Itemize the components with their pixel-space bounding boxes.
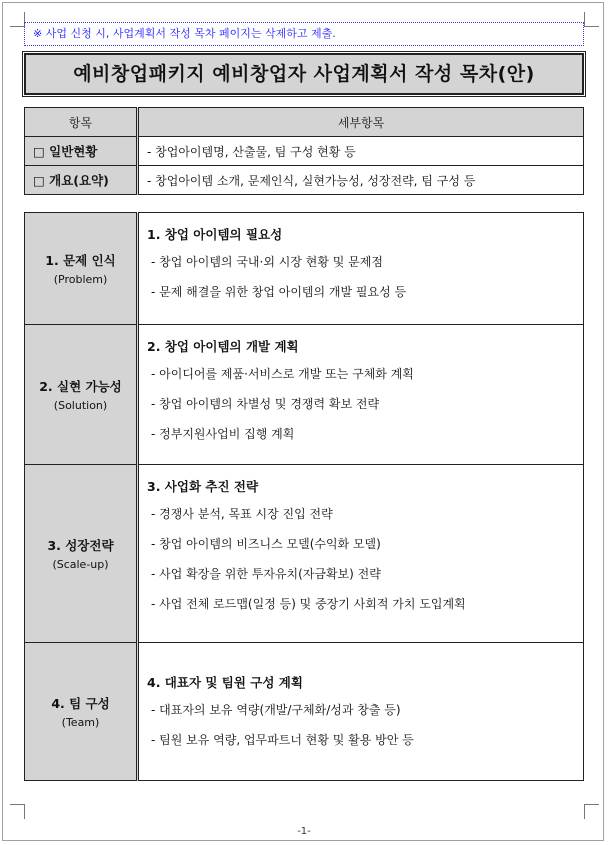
deletion-notice: ※ 사업 신청 시, 사업계획서 작성 목차 페이지는 삭제하고 제출.: [24, 22, 584, 46]
section-item: - 아이디어를 제품·서비스로 개발 또는 구체화 계획: [151, 367, 414, 381]
section-body: [138, 213, 584, 325]
section-title: 2. 실현 가능성: [39, 379, 122, 394]
section-item: - 사업 확장을 위한 투자유치(자금확보) 전략: [151, 567, 381, 581]
section-item: - 문제 해결을 위한 창업 아이템의 개발 필요성 등: [151, 285, 407, 299]
section-label: [25, 325, 138, 465]
crop-mark-bottom-left: [10, 804, 25, 819]
section-heading: 4. 대표자 및 팀원 구성 계획: [147, 675, 303, 690]
header-detail: 세부항목: [138, 108, 584, 137]
section-item: - 팀원 보유 역량, 업무파트너 현황 및 활용 방안 등: [151, 733, 414, 747]
section-english: (Problem): [53, 273, 108, 286]
section-body: [138, 325, 584, 465]
section-row-scaleup: [25, 465, 584, 643]
section-english: (Team): [61, 716, 100, 729]
crop-mark-bottom-right: [584, 804, 599, 819]
section-title: 4. 팀 구성: [51, 696, 110, 711]
section-english: (Scale-up): [52, 558, 109, 571]
section-heading: 1. 창업 아이템의 필요성: [147, 227, 283, 242]
section-label: [25, 465, 138, 643]
summary-row: [25, 137, 584, 166]
section-label: [25, 213, 138, 325]
section-row-solution: [25, 325, 584, 465]
section-title: 1. 문제 인식: [45, 253, 116, 268]
section-row-team: [25, 643, 584, 781]
summary-detail-general: - 창업아이템명, 산출물, 팀 구성 현황 등: [138, 137, 584, 166]
summary-detail-overview: - 창업아이템 소개, 문제인식, 실현가능성, 성장전략, 팀 구성 등: [138, 166, 584, 195]
summary-header-row: [25, 108, 584, 137]
crop-mark-top-left: [10, 12, 25, 27]
section-row-problem: [25, 213, 584, 325]
crop-mark-top-right: [584, 12, 599, 27]
page-number: -1-: [297, 826, 311, 837]
page-title: 예비창업패키지 예비창업자 사업계획서 작성 목차(안): [24, 53, 584, 95]
section-label: [25, 643, 138, 781]
section-heading: 3. 사업화 추진 전략: [147, 479, 259, 494]
summary-label-overview: □ 개요(요약): [25, 166, 138, 195]
sections-table: [24, 212, 584, 781]
summary-row: [25, 166, 584, 195]
section-item: - 창업 아이템의 차별성 및 경쟁력 확보 전략: [151, 397, 380, 411]
section-item: - 창업 아이템의 국내·외 시장 현황 및 문제점: [151, 255, 383, 269]
summary-table: [24, 107, 584, 195]
summary-label-general: □ 일반현황: [25, 137, 138, 166]
header-item: 항목: [25, 108, 138, 137]
section-body: [138, 465, 584, 643]
section-heading: 2. 창업 아이템의 개발 계획: [147, 339, 299, 354]
section-item: - 경쟁사 분석, 목표 시장 진입 전략: [151, 507, 333, 521]
section-item: - 사업 전체 로드맵(일정 등) 및 중장기 사회적 가치 도입계획: [151, 597, 466, 611]
section-body: [138, 643, 584, 781]
section-title: 3. 성장전략: [47, 538, 114, 553]
section-english: (Solution): [53, 399, 108, 412]
section-item: - 대표자의 보유 역량(개발/구체화/성과 창출 등): [151, 703, 401, 717]
section-item: - 정부지원사업비 집행 계획: [151, 427, 295, 441]
section-item: - 창업 아이템의 비즈니스 모델(수익화 모델): [151, 537, 381, 551]
